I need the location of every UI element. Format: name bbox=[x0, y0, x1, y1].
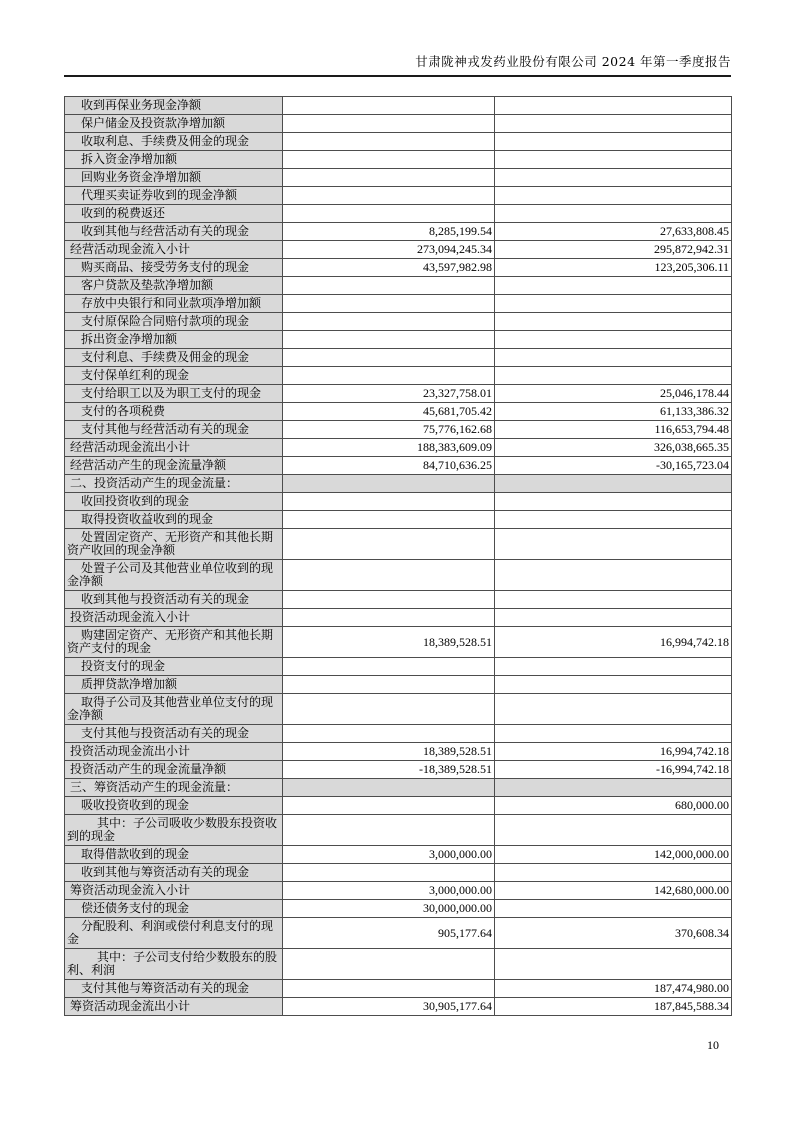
value-cell-prior-period bbox=[495, 493, 732, 511]
value-cell-prior-period bbox=[495, 725, 732, 743]
value-cell-current-period: 43,597,982.98 bbox=[283, 259, 495, 277]
row-label-cell: 投资活动现金流出小计 bbox=[65, 743, 283, 761]
value-cell-current-period bbox=[283, 591, 495, 609]
table-row bbox=[65, 205, 732, 223]
row-label-cell: 取得借款收到的现金 bbox=[65, 846, 283, 864]
value-cell-prior-period bbox=[495, 900, 732, 918]
table-row bbox=[65, 277, 732, 295]
row-label-cell: 拆入资金净增加额 bbox=[65, 151, 283, 169]
row-label-cell: 支付给职工以及为职工支付的现金 bbox=[65, 385, 283, 403]
value-cell-current-period bbox=[283, 676, 495, 694]
table-row bbox=[65, 133, 732, 151]
value-cell-current-period: 8,285,199.54 bbox=[283, 223, 495, 241]
value-cell-prior-period bbox=[495, 560, 732, 591]
table-row bbox=[65, 797, 732, 815]
value-cell-current-period bbox=[283, 331, 495, 349]
row-label-cell: 拆出资金净增加额 bbox=[65, 331, 283, 349]
table-row bbox=[65, 151, 732, 169]
value-cell-current-period: 84,710,636.25 bbox=[283, 457, 495, 475]
table-row bbox=[65, 949, 732, 980]
value-cell-current-period: 3,000,000.00 bbox=[283, 882, 495, 900]
table-row bbox=[65, 493, 732, 511]
table-row bbox=[65, 511, 732, 529]
table-row bbox=[65, 403, 732, 421]
page-number: 10 bbox=[707, 1038, 719, 1052]
row-label-cell: 偿还债务支付的现金 bbox=[65, 900, 283, 918]
value-cell-prior-period bbox=[495, 349, 732, 367]
value-cell-current-period: 18,389,528.51 bbox=[283, 627, 495, 658]
table-row bbox=[65, 223, 732, 241]
row-label-cell: 吸收投资收到的现金 bbox=[65, 797, 283, 815]
value-cell-current-period: 905,177.64 bbox=[283, 918, 495, 949]
row-label-cell: 其中：子公司支付给少数股东的股利、利润 bbox=[65, 949, 283, 980]
row-label-cell: 收到其他与筹资活动有关的现金 bbox=[65, 864, 283, 882]
value-cell-current-period bbox=[283, 797, 495, 815]
report-header-title: 甘肃陇神戎发药业股份有限公司 2024 年第一季度报告 bbox=[64, 0, 731, 77]
page-content bbox=[64, 0, 731, 1016]
row-label-cell: 购买商品、接受劳务支付的现金 bbox=[65, 259, 283, 277]
section-header-row bbox=[65, 779, 732, 797]
table-row bbox=[65, 676, 732, 694]
value-cell-prior-period bbox=[495, 205, 732, 223]
row-label-cell: 支付其他与投资活动有关的现金 bbox=[65, 725, 283, 743]
table-row bbox=[65, 980, 732, 998]
value-cell-current-period bbox=[283, 475, 495, 493]
value-cell-current-period bbox=[283, 115, 495, 133]
value-cell-current-period: 273,094,245.34 bbox=[283, 241, 495, 259]
value-cell-prior-period bbox=[495, 169, 732, 187]
table-row bbox=[65, 846, 732, 864]
table-row bbox=[65, 658, 732, 676]
table-row bbox=[65, 97, 732, 115]
value-cell-current-period: 23,327,758.01 bbox=[283, 385, 495, 403]
row-label-cell: 支付利息、手续费及佣金的现金 bbox=[65, 349, 283, 367]
value-cell-current-period bbox=[283, 658, 495, 676]
row-label-cell: 收到的税费返还 bbox=[65, 205, 283, 223]
value-cell-prior-period bbox=[495, 779, 732, 797]
value-cell-prior-period bbox=[495, 97, 732, 115]
value-cell-prior-period bbox=[495, 511, 732, 529]
value-cell-prior-period bbox=[495, 609, 732, 627]
row-label-cell: 取得子公司及其他营业单位支付的现金净额 bbox=[65, 694, 283, 725]
value-cell-current-period bbox=[283, 169, 495, 187]
value-cell-current-period bbox=[283, 694, 495, 725]
table-row bbox=[65, 169, 732, 187]
table-row bbox=[65, 627, 732, 658]
value-cell-current-period bbox=[283, 949, 495, 980]
row-label-cell: 支付原保险合同赔付款项的现金 bbox=[65, 313, 283, 331]
value-cell-current-period: 18,389,528.51 bbox=[283, 743, 495, 761]
value-cell-prior-period: 25,046,178.44 bbox=[495, 385, 732, 403]
cash-flow-table-body bbox=[65, 97, 732, 1016]
row-label-cell: 二、投资活动产生的现金流量： bbox=[65, 475, 283, 493]
table-row bbox=[65, 331, 732, 349]
value-cell-prior-period bbox=[495, 864, 732, 882]
row-label-cell: 筹资活动现金流出小计 bbox=[65, 998, 283, 1016]
value-cell-prior-period: -16,994,742.18 bbox=[495, 761, 732, 779]
row-label-cell: 投资活动现金流入小计 bbox=[65, 609, 283, 627]
row-label-cell: 收到其他与投资活动有关的现金 bbox=[65, 591, 283, 609]
row-label-cell: 收到其他与经营活动有关的现金 bbox=[65, 223, 283, 241]
section-header-row bbox=[65, 475, 732, 493]
value-cell-prior-period: -30,165,723.04 bbox=[495, 457, 732, 475]
row-label-cell: 回购业务资金净增加额 bbox=[65, 169, 283, 187]
row-label-cell: 投资支付的现金 bbox=[65, 658, 283, 676]
value-cell-current-period: 3,000,000.00 bbox=[283, 846, 495, 864]
value-cell-prior-period bbox=[495, 591, 732, 609]
table-row bbox=[65, 882, 732, 900]
value-cell-current-period: 188,383,609.09 bbox=[283, 439, 495, 457]
table-row bbox=[65, 918, 732, 949]
table-row bbox=[65, 743, 732, 761]
value-cell-prior-period bbox=[495, 529, 732, 560]
value-cell-current-period bbox=[283, 779, 495, 797]
value-cell-current-period bbox=[283, 349, 495, 367]
table-row bbox=[65, 439, 732, 457]
value-cell-current-period bbox=[283, 277, 495, 295]
row-label-cell: 收取利息、手续费及佣金的现金 bbox=[65, 133, 283, 151]
value-cell-current-period bbox=[283, 725, 495, 743]
value-cell-prior-period bbox=[495, 676, 732, 694]
value-cell-prior-period bbox=[495, 658, 732, 676]
value-cell-current-period bbox=[283, 295, 495, 313]
value-cell-current-period bbox=[283, 205, 495, 223]
row-label-cell: 收到再保业务现金净额 bbox=[65, 97, 283, 115]
table-row bbox=[65, 725, 732, 743]
table-row bbox=[65, 241, 732, 259]
table-row bbox=[65, 259, 732, 277]
value-cell-prior-period bbox=[495, 367, 732, 385]
value-cell-prior-period bbox=[495, 475, 732, 493]
value-cell-prior-period: 116,653,794.48 bbox=[495, 421, 732, 439]
table-row bbox=[65, 560, 732, 591]
value-cell-prior-period bbox=[495, 949, 732, 980]
table-row bbox=[65, 761, 732, 779]
row-label-cell: 支付的各项税费 bbox=[65, 403, 283, 421]
row-label-cell: 经营活动产生的现金流量净额 bbox=[65, 457, 283, 475]
table-row bbox=[65, 694, 732, 725]
table-row bbox=[65, 900, 732, 918]
value-cell-current-period: 75,776,162.68 bbox=[283, 421, 495, 439]
row-label-cell: 取得投资收益收到的现金 bbox=[65, 511, 283, 529]
value-cell-current-period: 30,905,177.64 bbox=[283, 998, 495, 1016]
table-row bbox=[65, 864, 732, 882]
table-row bbox=[65, 457, 732, 475]
row-label-cell: 支付其他与经营活动有关的现金 bbox=[65, 421, 283, 439]
value-cell-prior-period: 680,000.00 bbox=[495, 797, 732, 815]
row-label-cell: 投资活动产生的现金流量净额 bbox=[65, 761, 283, 779]
row-label-cell: 处置子公司及其他营业单位收到的现金净额 bbox=[65, 560, 283, 591]
value-cell-current-period bbox=[283, 151, 495, 169]
value-cell-prior-period: 61,133,386.32 bbox=[495, 403, 732, 421]
row-label-cell: 经营活动现金流出小计 bbox=[65, 439, 283, 457]
value-cell-prior-period: 123,205,306.11 bbox=[495, 259, 732, 277]
row-label-cell: 经营活动现金流入小计 bbox=[65, 241, 283, 259]
table-row bbox=[65, 385, 732, 403]
value-cell-current-period bbox=[283, 529, 495, 560]
value-cell-prior-period: 16,994,742.18 bbox=[495, 627, 732, 658]
table-row bbox=[65, 313, 732, 331]
value-cell-current-period bbox=[283, 815, 495, 846]
value-cell-prior-period bbox=[495, 133, 732, 151]
value-cell-prior-period bbox=[495, 694, 732, 725]
row-label-cell: 质押贷款净增加额 bbox=[65, 676, 283, 694]
table-row bbox=[65, 421, 732, 439]
value-cell-prior-period: 187,845,588.34 bbox=[495, 998, 732, 1016]
value-cell-current-period bbox=[283, 97, 495, 115]
value-cell-prior-period: 16,994,742.18 bbox=[495, 743, 732, 761]
value-cell-current-period: 30,000,000.00 bbox=[283, 900, 495, 918]
row-label-cell: 代理买卖证券收到的现金净额 bbox=[65, 187, 283, 205]
table-row bbox=[65, 815, 732, 846]
row-label-cell: 其中：子公司吸收少数股东投资收到的现金 bbox=[65, 815, 283, 846]
row-label-cell: 存放中央银行和同业款项净增加额 bbox=[65, 295, 283, 313]
row-label-cell: 保户储金及投资款净增加额 bbox=[65, 115, 283, 133]
row-label-cell: 购建固定资产、无形资产和其他长期资产支付的现金 bbox=[65, 627, 283, 658]
value-cell-prior-period: 27,633,808.45 bbox=[495, 223, 732, 241]
value-cell-prior-period bbox=[495, 295, 732, 313]
value-cell-prior-period: 187,474,980.00 bbox=[495, 980, 732, 998]
table-row bbox=[65, 529, 732, 560]
value-cell-current-period: 45,681,705.42 bbox=[283, 403, 495, 421]
table-row bbox=[65, 998, 732, 1016]
value-cell-current-period bbox=[283, 313, 495, 331]
value-cell-prior-period bbox=[495, 151, 732, 169]
value-cell-current-period bbox=[283, 133, 495, 151]
row-label-cell: 支付其他与筹资活动有关的现金 bbox=[65, 980, 283, 998]
row-label-cell: 客户贷款及垫款净增加额 bbox=[65, 277, 283, 295]
table-row bbox=[65, 591, 732, 609]
row-label-cell: 支付保单红利的现金 bbox=[65, 367, 283, 385]
value-cell-prior-period: 295,872,942.31 bbox=[495, 241, 732, 259]
row-label-cell: 收回投资收到的现金 bbox=[65, 493, 283, 511]
row-label-cell: 筹资活动现金流入小计 bbox=[65, 882, 283, 900]
value-cell-prior-period: 370,608.34 bbox=[495, 918, 732, 949]
value-cell-current-period bbox=[283, 980, 495, 998]
value-cell-current-period bbox=[283, 187, 495, 205]
value-cell-current-period bbox=[283, 560, 495, 591]
table-row bbox=[65, 609, 732, 627]
value-cell-current-period bbox=[283, 367, 495, 385]
table-row bbox=[65, 187, 732, 205]
cash-flow-table bbox=[64, 96, 732, 1016]
value-cell-prior-period: 142,000,000.00 bbox=[495, 846, 732, 864]
value-cell-current-period bbox=[283, 864, 495, 882]
table-row bbox=[65, 115, 732, 133]
value-cell-current-period bbox=[283, 493, 495, 511]
value-cell-prior-period bbox=[495, 331, 732, 349]
value-cell-prior-period bbox=[495, 815, 732, 846]
value-cell-current-period bbox=[283, 609, 495, 627]
value-cell-current-period bbox=[283, 511, 495, 529]
row-label-cell: 三、筹资活动产生的现金流量： bbox=[65, 779, 283, 797]
value-cell-prior-period bbox=[495, 187, 732, 205]
value-cell-prior-period bbox=[495, 277, 732, 295]
table-row bbox=[65, 295, 732, 313]
value-cell-prior-period: 326,038,665.35 bbox=[495, 439, 732, 457]
table-row bbox=[65, 349, 732, 367]
table-row bbox=[65, 367, 732, 385]
value-cell-current-period: -18,389,528.51 bbox=[283, 761, 495, 779]
row-label-cell: 分配股利、利润或偿付利息支付的现金 bbox=[65, 918, 283, 949]
value-cell-prior-period bbox=[495, 115, 732, 133]
value-cell-prior-period: 142,680,000.00 bbox=[495, 882, 732, 900]
value-cell-prior-period bbox=[495, 313, 732, 331]
row-label-cell: 处置固定资产、无形资产和其他长期资产收回的现金净额 bbox=[65, 529, 283, 560]
